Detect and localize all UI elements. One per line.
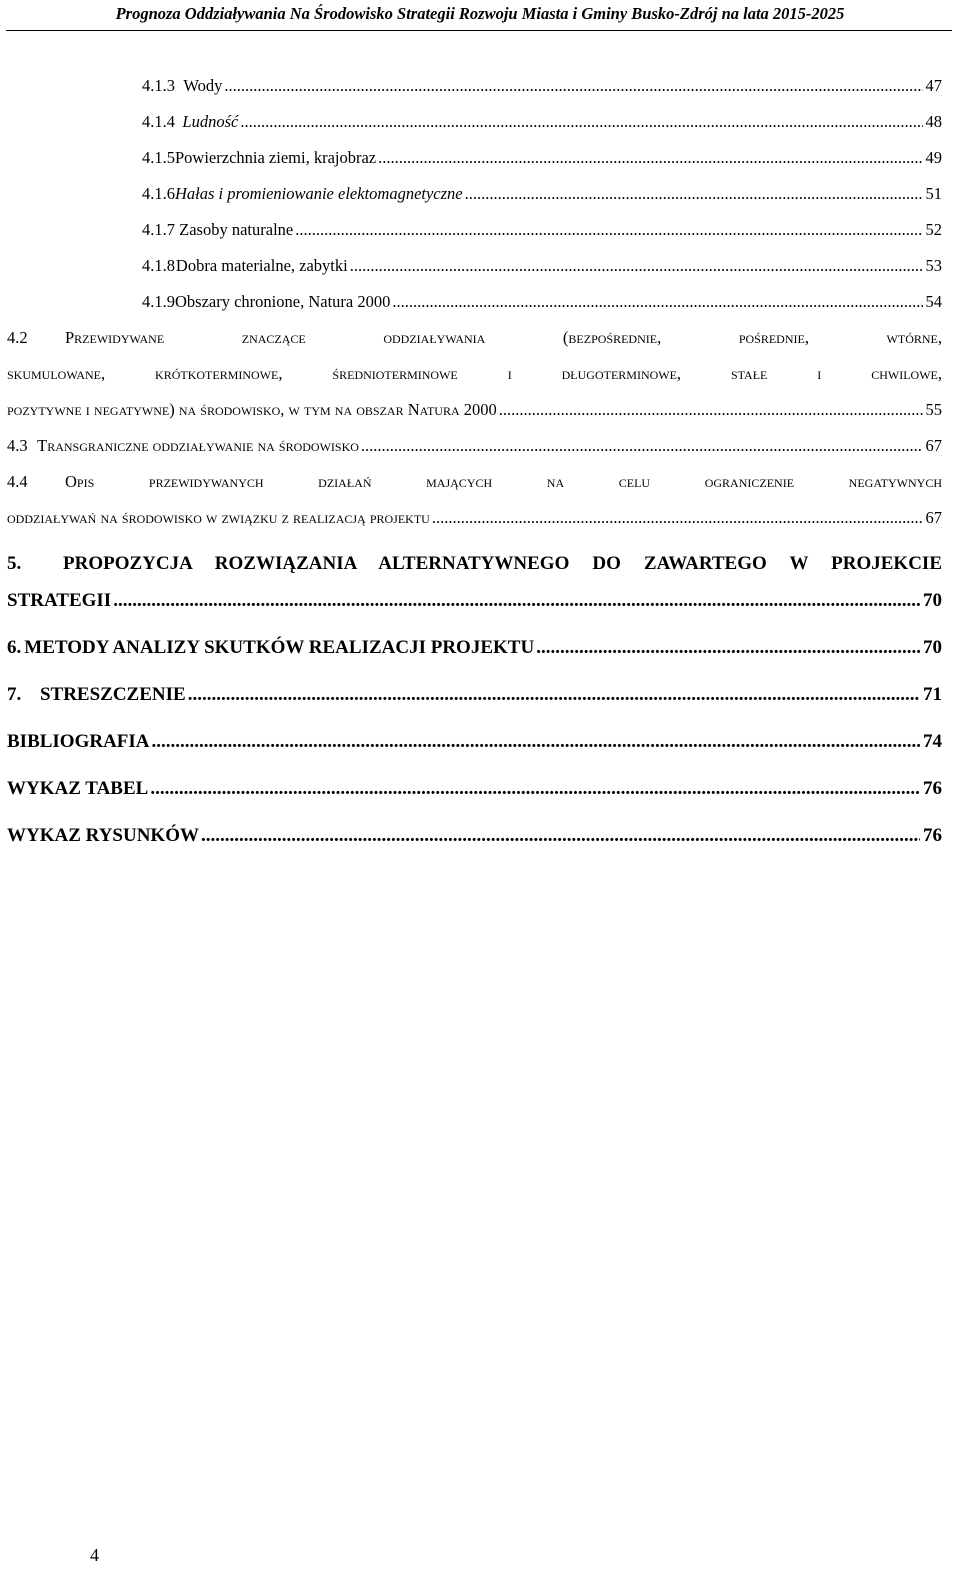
toc-page: 70 [923, 590, 942, 611]
toc-title: oddziaływań na środowisko w związku z realizacją projektu [7, 508, 430, 527]
toc-title: Opis przewidywanych działań mających na celu ograniczenie negatywnych [65, 472, 942, 491]
toc-leader [432, 508, 923, 528]
toc-chapter[interactable] [7, 684, 942, 706]
toc-leader [152, 731, 920, 753]
toc-entry[interactable] [142, 184, 942, 204]
toc-title: METODY ANALIZY SKUTKÓW REALIZACJI PROJEKTU [24, 637, 535, 658]
toc-title: Transgraniczne oddziaływanie na środowisko [37, 436, 359, 455]
toc-number: 5. [7, 553, 22, 574]
toc-leader [201, 825, 920, 847]
toc-chapter[interactable] [7, 731, 942, 753]
toc-number: 4.2 [7, 328, 28, 347]
toc-page: 47 [925, 76, 942, 95]
toc-leader [295, 220, 922, 240]
toc-page: 70 [923, 637, 942, 658]
toc-title: Wody [183, 76, 223, 95]
toc-entry-4-2-line1[interactable] [7, 328, 942, 348]
toc-entry-4-4-line2[interactable] [7, 508, 942, 528]
toc-title: BIBLIOGRAFIA [7, 731, 150, 752]
toc-page: 51 [925, 184, 942, 203]
toc-leader [378, 148, 922, 168]
toc-leader [150, 778, 920, 800]
running-header: Prognoza Oddziaływania Na Środowisko Strategii Rozwoju Miasta i Gminy Busko-Zdrój na lata 2015-2025 [115, 4, 845, 23]
toc-number: 4.1.4 [142, 112, 175, 131]
toc-page: 71 [923, 684, 942, 705]
toc-number: 4.1.7 [142, 220, 175, 239]
toc-number: 4.1.8 [142, 256, 175, 275]
toc-leader [392, 292, 922, 312]
toc-page: 48 [925, 112, 942, 131]
toc-page: 67 [925, 436, 942, 455]
toc-chapter[interactable] [7, 825, 942, 847]
toc-page: 49 [925, 148, 942, 167]
toc-entry[interactable] [142, 292, 942, 312]
toc-entry-4-2-line2: skumulowane, krótkoterminowe, średnioterminowe i długoterminowe, stałe i chwilowe, [7, 364, 942, 383]
toc-leader [224, 76, 922, 96]
toc-title: WYKAZ RYSUNKÓW [7, 825, 199, 846]
toc-title: Zasoby naturalne [179, 220, 294, 239]
toc-entry[interactable] [142, 76, 942, 96]
toc-entry-4-4-line1[interactable] [7, 472, 942, 492]
header-rule [6, 30, 952, 31]
toc-title: Ludność [182, 112, 239, 131]
toc-page: 74 [923, 731, 942, 752]
toc-title: STRATEGII [7, 590, 112, 611]
toc-entry[interactable] [142, 148, 942, 168]
toc-number: 4.4 [7, 472, 28, 491]
toc-leader [465, 184, 923, 204]
toc-title: WYKAZ TABEL [7, 778, 149, 799]
toc-number: 4.3 [7, 436, 28, 455]
toc-leader [361, 436, 923, 456]
toc-entry[interactable] [7, 436, 942, 456]
toc-number: 4.1.5 [142, 148, 175, 167]
toc-leader [188, 684, 920, 706]
toc-entry-4-2-line3[interactable] [7, 400, 942, 420]
toc-chapter[interactable] [7, 637, 942, 659]
toc-entry[interactable] [142, 112, 942, 132]
toc-page: 76 [923, 825, 942, 846]
toc-leader [113, 590, 920, 612]
toc-number: 4.1.6 [142, 184, 175, 203]
toc-chapter[interactable] [7, 778, 942, 800]
toc-leader [240, 112, 922, 132]
toc-title: Przewidywane znaczące oddziaływania (bezpośrednie, pośrednie, wtórne, [65, 328, 942, 347]
toc-page: 67 [925, 508, 942, 527]
toc-number: 7. [7, 684, 22, 705]
toc-title: pozytywne i negatywne) na środowisko, w tym na obszar Natura 2000 [7, 400, 497, 419]
toc-title: PROPOZYCJA ROZWIĄZANIA ALTERNATYWNEGO DO ZAWARTEGO W PROJEKCIE [63, 553, 942, 574]
toc-entry[interactable] [142, 256, 942, 276]
toc-title: STRESZCZENIE [39, 684, 186, 705]
toc-page: 52 [925, 220, 942, 239]
toc-number: 4.1.3 [142, 76, 175, 95]
toc-title: Powierzchnia ziemi, krajobraz [175, 148, 377, 167]
toc-number: 4.1.9 [142, 292, 175, 311]
toc-title: Obszary chronione, Natura 2000 [175, 292, 391, 311]
toc-page: 76 [923, 778, 942, 799]
toc-page: 54 [925, 292, 942, 311]
toc-page: 53 [925, 256, 942, 275]
toc-title: Dobra materialne, zabytki [175, 256, 348, 275]
page-number: 4 [90, 1545, 99, 1565]
toc-leader [536, 637, 920, 659]
toc-number: 6. [7, 637, 22, 658]
toc-title: Hałas i promieniowanie elektomagnetyczne [175, 184, 463, 203]
toc-leader [350, 256, 923, 276]
toc-entry[interactable] [142, 220, 942, 240]
toc-leader [499, 400, 923, 420]
toc-chapter-5-line1[interactable] [7, 553, 942, 575]
toc-chapter-5-line2[interactable] [7, 590, 942, 612]
toc-page: 55 [925, 400, 942, 419]
